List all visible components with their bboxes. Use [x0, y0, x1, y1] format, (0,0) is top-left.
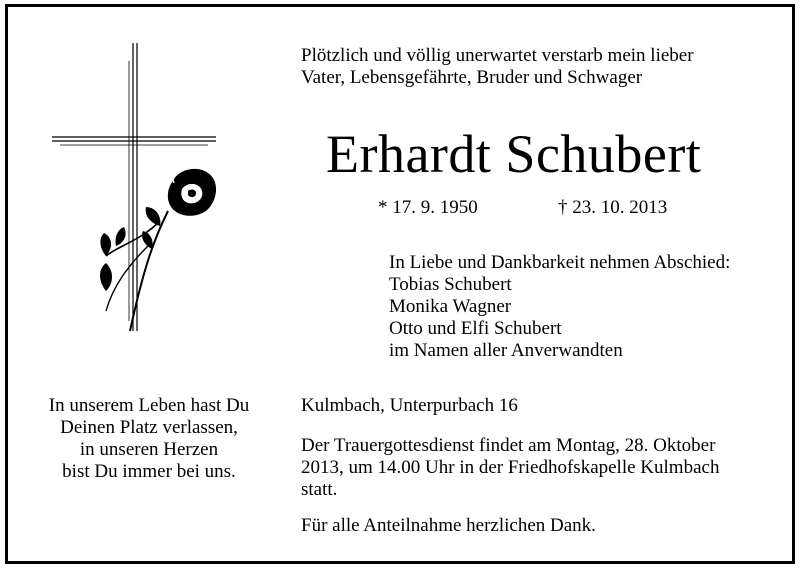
mourner-name: Tobias Schubert [389, 274, 512, 295]
mourner-name: im Namen aller Anverwandten [389, 340, 623, 361]
mourners-heading: In Liebe und Dankbarkeit nehmen Abschied: [389, 252, 731, 273]
service-line: 2013, um 14.00 Uhr in der Friedhofskapelle Kulmbach [301, 457, 720, 478]
poem-line: In unserem Leben hast Du [48, 395, 250, 416]
service-line: statt. [301, 479, 338, 500]
intro-line: Plötzlich und völlig unerwartet verstarb mein lieber [301, 45, 694, 66]
thanks-text: Für alle Anteilnahme herzlichen Dank. [301, 515, 596, 536]
death-date: † 23. 10. 2013 [558, 197, 668, 218]
mourner-name: Monika Wagner [389, 296, 512, 317]
intro-line: Vater, Lebensgefährte, Bruder und Schwager [301, 67, 643, 88]
birth-date: * 17. 9. 1950 [378, 197, 478, 218]
service-info [301, 435, 761, 501]
address: Kulmbach, Unterpurbach 16 [301, 395, 518, 416]
intro-text [301, 45, 694, 89]
service-line: Der Trauergottesdienst findet am Montag, 28. Oktober [301, 435, 716, 456]
mourner-name: Otto und Elfi Schubert [389, 318, 562, 339]
deceased-name: Erhardt Schubert [326, 124, 702, 184]
poem-line: Deinen Platz verlassen, [60, 417, 238, 438]
poem-line: bist Du immer bei uns. [62, 461, 236, 482]
cross-rose-icon [48, 41, 228, 341]
poem-verse [22, 395, 276, 483]
obituary-card [5, 4, 795, 564]
poem-line: in unseren Herzen [79, 439, 219, 460]
mourners-block [389, 252, 730, 362]
